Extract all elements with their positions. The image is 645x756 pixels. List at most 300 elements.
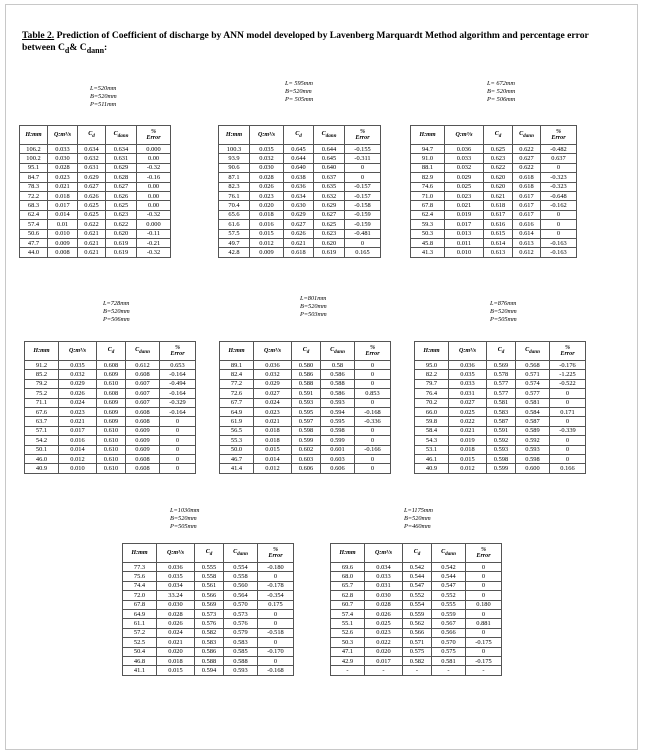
- table-cell: 0.036: [254, 361, 292, 370]
- table-cell: 67.8: [123, 600, 157, 609]
- table-cell: 0.582: [195, 628, 224, 637]
- caption-mid: & C: [69, 42, 87, 53]
- table-cell: 93.9: [219, 154, 250, 163]
- table-cell: 0.012: [250, 238, 284, 247]
- table-cell: 50.0: [220, 445, 254, 454]
- table-row: [411, 191, 577, 200]
- table-cell: 0: [345, 163, 381, 172]
- table-cell: -0.336: [355, 417, 391, 426]
- table-row: [415, 454, 586, 463]
- table-cell: 0.634: [284, 191, 314, 200]
- header-row: [415, 342, 586, 361]
- table-cell: 0.555: [432, 600, 466, 609]
- table-cell: 61.9: [220, 417, 254, 426]
- column-header: % Error: [541, 126, 577, 145]
- table-cell: 0.622: [78, 220, 106, 229]
- table-cell: 0.544: [432, 572, 466, 581]
- table-row: [220, 445, 391, 454]
- table-cell: 76.4: [415, 389, 449, 398]
- table-cell: 70.4: [219, 201, 250, 210]
- table-cell: 0.653: [160, 361, 196, 370]
- table-cell: 0.023: [445, 191, 484, 200]
- table-cell: 0.023: [365, 628, 403, 637]
- table-cell: 0.569: [195, 600, 224, 609]
- table-cell: 0.601: [321, 445, 355, 454]
- table-cell: 0.586: [292, 370, 321, 379]
- table-row: [123, 563, 294, 572]
- table-cell: 89.1: [220, 361, 254, 370]
- table-cell: 0.599: [321, 436, 355, 445]
- table-cell: 0.600: [516, 464, 550, 473]
- table-cell: 44.0: [20, 248, 48, 257]
- header-row: [220, 342, 391, 361]
- data-table: [122, 543, 294, 676]
- table-cell: 0.608: [97, 361, 126, 370]
- table-row: [411, 163, 577, 172]
- table-cell: 0.558: [224, 572, 258, 581]
- table-cell: 0.593: [321, 398, 355, 407]
- table-params: [170, 507, 199, 532]
- column-header: $C_d$: [195, 544, 224, 563]
- column-header: $C_d$: [487, 342, 516, 361]
- table-cell: 0.623: [314, 229, 345, 238]
- table-row: [415, 379, 586, 388]
- table-cell: 0.01: [48, 220, 78, 229]
- param-line: L= 672mm: [487, 80, 515, 87]
- table-cell: 0.637: [314, 173, 345, 182]
- column-header: Q:m³/s: [449, 342, 487, 361]
- table-cell: 0.626: [284, 229, 314, 238]
- table-cell: 94.7: [411, 145, 445, 154]
- column-header: % Error: [258, 544, 294, 563]
- column-header: % Error: [137, 126, 171, 145]
- table-row: [25, 370, 196, 379]
- table-cell: 0.598: [321, 426, 355, 435]
- table-cell: 40.9: [25, 464, 59, 473]
- table-cell: 0.575: [432, 647, 466, 656]
- column-header: $C_d$: [97, 342, 126, 361]
- table-cell: 0.175: [258, 600, 294, 609]
- table-cell: 0.640: [284, 163, 314, 172]
- table-cell: -: [331, 666, 365, 675]
- table-cell: 0.620: [484, 173, 513, 182]
- table-cell: -0.323: [541, 182, 577, 191]
- table-cell: 75.6: [123, 572, 157, 581]
- table-cell: 63.7: [25, 417, 59, 426]
- table-cell: 0.542: [403, 563, 432, 572]
- table-cell: 41.4: [220, 464, 254, 473]
- table-cell: 0.608: [126, 370, 160, 379]
- table-cell: 0.027: [254, 389, 292, 398]
- table-cell: 0.559: [403, 609, 432, 618]
- table-row: [415, 398, 586, 407]
- table-cell: 65.6: [219, 210, 250, 219]
- table-cell: -0.164: [160, 389, 196, 398]
- table-cell: 0.634: [78, 145, 106, 154]
- table-cell: 0.558: [195, 572, 224, 581]
- table-row: [411, 220, 577, 229]
- table-row: [25, 436, 196, 445]
- table-cell: 65.7: [331, 581, 365, 590]
- table-cell: 0: [541, 210, 577, 219]
- table-row: [331, 656, 502, 665]
- table-cell: 33.24: [157, 591, 195, 600]
- table-row: [220, 389, 391, 398]
- table-cell: 0.629: [78, 173, 106, 182]
- column-header: $C_d$: [78, 126, 106, 145]
- column-header: $C_d$: [292, 342, 321, 361]
- table-cell: 84.7: [20, 173, 48, 182]
- table-cell: 0.588: [195, 656, 224, 665]
- table-cell: 0.597: [292, 417, 321, 426]
- column-header: H:mm: [331, 544, 365, 563]
- table-cell: 0.029: [254, 379, 292, 388]
- table-cell: -0.32: [137, 163, 171, 172]
- column-header: Q:m³/s: [157, 544, 195, 563]
- table-cell: 0.602: [292, 445, 321, 454]
- data-table: [219, 341, 391, 474]
- table-cell: 0.166: [550, 464, 586, 473]
- table-cell: 46.8: [123, 656, 157, 665]
- table-cell: 58.4: [415, 426, 449, 435]
- table-cell: 0.610: [97, 454, 126, 463]
- table-cell: 0.637: [541, 154, 577, 163]
- column-header: % Error: [345, 126, 381, 145]
- table-cell: -0.522: [550, 379, 586, 388]
- table-cell: 0.632: [314, 191, 345, 200]
- column-header: % Error: [550, 342, 586, 361]
- table-cell: 0.576: [195, 619, 224, 628]
- table-row: [411, 154, 577, 163]
- table-cell: 0.592: [516, 436, 550, 445]
- table-cell: 0.58: [321, 361, 355, 370]
- table-cell: 0.609: [97, 370, 126, 379]
- table-row: [331, 628, 502, 637]
- table-cell: 0.586: [195, 647, 224, 656]
- table-cell: 0.586: [321, 389, 355, 398]
- table-cell: 0.015: [254, 445, 292, 454]
- table-cell: 106.2: [20, 145, 48, 154]
- table-cell: 0.599: [292, 436, 321, 445]
- table-cell: 77.3: [123, 563, 157, 572]
- table-cell: 0.593: [224, 666, 258, 675]
- header-row: [25, 342, 196, 361]
- table-cell: 0.608: [126, 454, 160, 463]
- table-row: [123, 628, 294, 637]
- param-line: P= 506mm: [487, 96, 516, 104]
- data-table: [330, 543, 502, 676]
- table-cell: 0.026: [59, 389, 97, 398]
- table-row: [220, 370, 391, 379]
- table-cell: 0.612: [513, 248, 541, 257]
- table-row: [25, 464, 196, 473]
- table-cell: 0.583: [195, 638, 224, 647]
- param-line: P= 505mm: [285, 96, 314, 104]
- table-cell: 0.00: [137, 201, 171, 210]
- table-cell: -0.21: [137, 238, 171, 247]
- caption-end: :: [104, 42, 108, 53]
- table-cell: 0: [258, 638, 294, 647]
- table-row: [219, 210, 381, 219]
- table-cell: 72.2: [20, 191, 48, 200]
- table-cell: 0.598: [516, 454, 550, 463]
- table-cell: 0.560: [224, 581, 258, 590]
- table-row: [25, 407, 196, 416]
- table-cell: 0.016: [59, 436, 97, 445]
- table-cell: 0.577: [487, 389, 516, 398]
- table-cell: 67.8: [411, 201, 445, 210]
- table-cell: 0.012: [254, 464, 292, 473]
- table-cell: 0.013: [445, 229, 484, 238]
- table-cell: 0.014: [59, 445, 97, 454]
- table-row: [20, 191, 171, 200]
- table-cell: 0.020: [250, 201, 284, 210]
- table-row: [123, 647, 294, 656]
- param-line: B=520mm: [300, 303, 327, 311]
- table-cell: 0.592: [487, 436, 516, 445]
- table-cell: 0.609: [126, 426, 160, 435]
- table-cell: -0.32: [137, 210, 171, 219]
- table-row: [123, 591, 294, 600]
- table-cell: 68.3: [20, 201, 48, 210]
- table-cell: -0.159: [345, 210, 381, 219]
- table-cell: 0.566: [432, 628, 466, 637]
- column-header: H:mm: [20, 126, 48, 145]
- table-cell: -0.32: [137, 248, 171, 257]
- column-header: $C_{dann}$: [106, 126, 137, 145]
- table-cell: 68.0: [331, 572, 365, 581]
- table-row: [20, 145, 171, 154]
- table-cell: 0: [550, 445, 586, 454]
- table-cell: 0.025: [365, 619, 403, 628]
- table-cell: 0.020: [157, 647, 195, 656]
- column-header: $C_d$: [284, 126, 314, 145]
- table-cell: -: [365, 666, 403, 675]
- table-row: [411, 238, 577, 247]
- table-cell: 0.621: [484, 191, 513, 200]
- table-cell: 0.035: [449, 370, 487, 379]
- table-cell: 0.645: [314, 154, 345, 163]
- table-row: [415, 407, 586, 416]
- table-cell: 0: [466, 609, 502, 618]
- table-cell: 0.607: [126, 398, 160, 407]
- table-cell: 0.619: [106, 248, 137, 257]
- table-cell: 0.620: [106, 229, 137, 238]
- table-cell: 42.8: [219, 248, 250, 257]
- table-row: [331, 619, 502, 628]
- table-cell: 0.593: [292, 398, 321, 407]
- table-cell: -1.225: [550, 370, 586, 379]
- table-row: [25, 454, 196, 463]
- table-cell: 0.012: [449, 464, 487, 473]
- table-cell: 52.6: [331, 628, 365, 637]
- table-cell: 0.022: [365, 638, 403, 647]
- table-cell: 0.620: [484, 182, 513, 191]
- table-cell: 0.035: [59, 361, 97, 370]
- table-cell: 0.588: [292, 379, 321, 388]
- table-cell: 50.3: [331, 638, 365, 647]
- table-cell: 0.171: [550, 407, 586, 416]
- table-caption: [22, 30, 622, 57]
- table-cell: 0.618: [513, 173, 541, 182]
- table-cell: 0.628: [106, 173, 137, 182]
- table-cell: -0.176: [550, 361, 586, 370]
- table-cell: 55.3: [220, 436, 254, 445]
- table-cell: 0: [258, 609, 294, 618]
- table-cell: 0: [355, 436, 391, 445]
- table-cell: 0.603: [292, 454, 321, 463]
- param-line: L=876mm: [490, 300, 517, 307]
- table-cell: 57.5: [219, 229, 250, 238]
- table-row: [331, 666, 502, 675]
- table-cell: 0: [355, 370, 391, 379]
- table-cell: -0.481: [345, 229, 381, 238]
- table-cell: 0: [550, 454, 586, 463]
- table-cell: 0.606: [321, 464, 355, 473]
- column-header: $C_{dann}$: [432, 544, 466, 563]
- table-cell: -0.157: [345, 182, 381, 191]
- table-cell: 0.023: [254, 407, 292, 416]
- table-cell: 95.0: [415, 361, 449, 370]
- table-row: [331, 638, 502, 647]
- table-cell: 0: [160, 454, 196, 463]
- table-cell: 0.030: [250, 163, 284, 172]
- table-cell: 0.632: [78, 154, 106, 163]
- table-cell: 0.593: [487, 445, 516, 454]
- param-line: L=1175mm: [404, 507, 433, 514]
- table-cell: 0.019: [449, 436, 487, 445]
- column-header: % Error: [355, 342, 391, 361]
- table-cell: 91.0: [411, 154, 445, 163]
- table-cell: 0.019: [445, 210, 484, 219]
- table-cell: 0.627: [314, 210, 345, 219]
- table-cell: 0.016: [250, 220, 284, 229]
- column-header: $C_{dann}$: [516, 342, 550, 361]
- table-cell: 87.1: [219, 173, 250, 182]
- table-cell: 0.587: [487, 417, 516, 426]
- table-cell: 62.4: [411, 210, 445, 219]
- table-row: [20, 173, 171, 182]
- table-row: [20, 229, 171, 238]
- table-params: [404, 507, 433, 532]
- table-cell: 0.571: [403, 638, 432, 647]
- table-cell: 0.598: [292, 426, 321, 435]
- table-cell: 62.8: [331, 591, 365, 600]
- table-cell: 0.585: [224, 647, 258, 656]
- table-cell: 0.028: [365, 600, 403, 609]
- table-cell: 0.021: [449, 426, 487, 435]
- table-cell: 42.9: [331, 656, 365, 665]
- table-cell: 0.615: [484, 229, 513, 238]
- table-params: [300, 295, 327, 320]
- table-cell: 0.593: [516, 445, 550, 454]
- param-line: L=728mm: [103, 300, 130, 307]
- table-cell: 0.631: [106, 154, 137, 163]
- table-cell: 0.608: [97, 389, 126, 398]
- table-cell: 74.6: [411, 182, 445, 191]
- table-cell: 0.017: [445, 220, 484, 229]
- column-header: Q:m³/s: [445, 126, 484, 145]
- table-cell: -: [403, 666, 432, 675]
- table-row: [415, 417, 586, 426]
- table-cell: 0.571: [516, 370, 550, 379]
- table-cell: 0.575: [403, 647, 432, 656]
- column-header: % Error: [466, 544, 502, 563]
- table-cell: 0.032: [254, 370, 292, 379]
- param-line: P=511mm: [90, 101, 117, 109]
- table-row: [415, 464, 586, 473]
- table-cell: 0.018: [157, 656, 195, 665]
- table-cell: 0.018: [48, 191, 78, 200]
- param-line: B= 520mm: [487, 88, 516, 96]
- table-cell: 0.583: [487, 407, 516, 416]
- table-cell: -0.323: [541, 173, 577, 182]
- table-row: [20, 248, 171, 257]
- table-cell: 0.581: [487, 398, 516, 407]
- table-cell: 0.035: [157, 572, 195, 581]
- table-cell: -0.329: [160, 398, 196, 407]
- table-cell: -0.494: [160, 379, 196, 388]
- table-cell: 0.021: [254, 417, 292, 426]
- table-cell: 0.627: [513, 154, 541, 163]
- table-cell: 0: [466, 647, 502, 656]
- table-cell: 0.580: [292, 361, 321, 370]
- table-row: [411, 145, 577, 154]
- table-cell: 85.2: [25, 370, 59, 379]
- table-cell: 0.568: [516, 361, 550, 370]
- table-row: [25, 379, 196, 388]
- table-cell: 0.021: [48, 182, 78, 191]
- table-cell: 76.1: [219, 191, 250, 200]
- table-row: [415, 361, 586, 370]
- table-cell: 0.009: [250, 248, 284, 257]
- table-row: [20, 210, 171, 219]
- table-cell: 0: [258, 619, 294, 628]
- table-cell: 0.613: [513, 238, 541, 247]
- param-line: L=520mm: [90, 85, 117, 92]
- table-row: [20, 220, 171, 229]
- table-cell: 0.547: [403, 581, 432, 590]
- table-cell: 0.014: [48, 210, 78, 219]
- table-cell: 74.4: [123, 581, 157, 590]
- table-cell: 0.562: [403, 619, 432, 628]
- table-row: [20, 163, 171, 172]
- param-line: L=801mm: [300, 295, 327, 302]
- column-header: H:mm: [411, 126, 445, 145]
- table-row: [220, 426, 391, 435]
- table-cell: 0.567: [432, 619, 466, 628]
- table-params: [103, 300, 130, 325]
- table-cell: 0.561: [195, 581, 224, 590]
- table-cell: 0: [345, 173, 381, 182]
- table-cell: -0.157: [345, 191, 381, 200]
- table-cell: 0.581: [516, 398, 550, 407]
- table-cell: 0.564: [224, 591, 258, 600]
- table-row: [20, 238, 171, 247]
- table-cell: 41.3: [411, 248, 445, 257]
- column-header: Q:m³/s: [59, 342, 97, 361]
- column-header: % Error: [160, 342, 196, 361]
- table-cell: 52.5: [123, 638, 157, 647]
- table-row: [123, 619, 294, 628]
- table-cell: 0.629: [284, 210, 314, 219]
- table-cell: 0.025: [449, 407, 487, 416]
- table-cell: 0.566: [195, 591, 224, 600]
- table-cell: 0.036: [157, 563, 195, 572]
- table-cell: -0.163: [541, 248, 577, 257]
- table-row: [411, 201, 577, 210]
- caption-text: Prediction of Coefficient of discharge by ANN model developed by Lavenberg Marquardt Method algorithm and percentage error between C: [22, 30, 589, 53]
